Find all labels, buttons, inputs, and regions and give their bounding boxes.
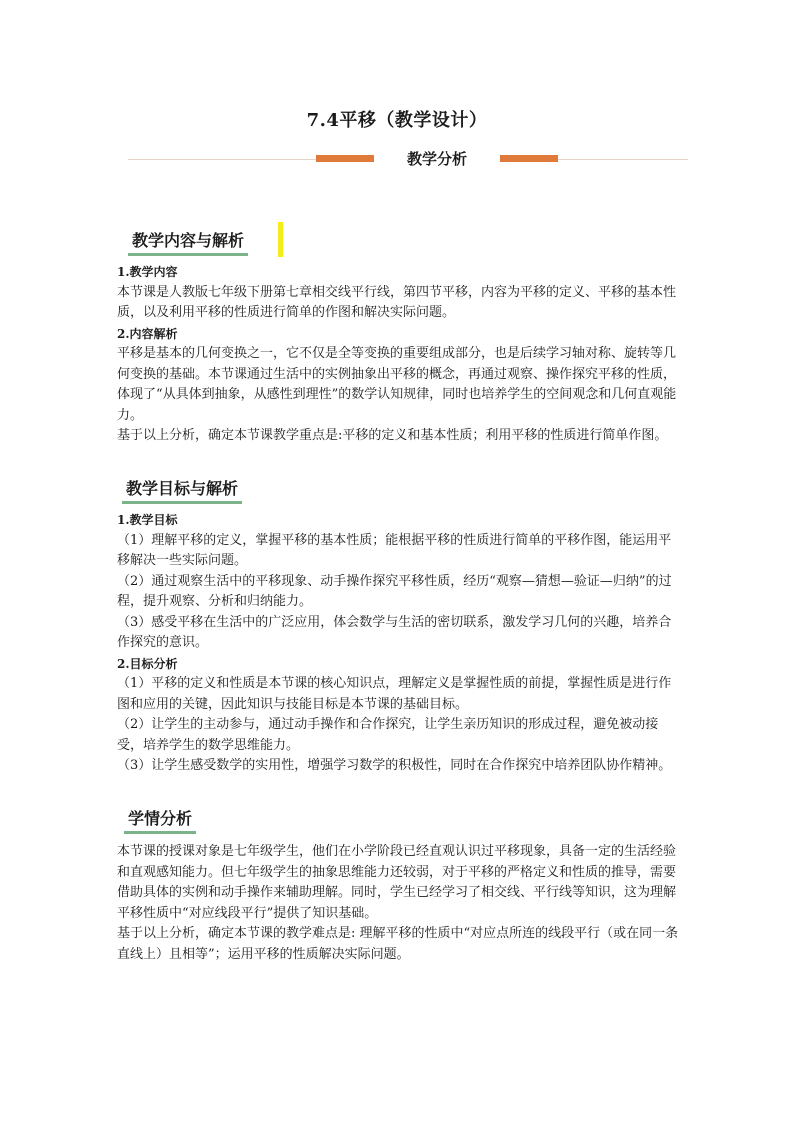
content-analysis-body (117, 262, 680, 447)
subheading: 2.内容解析 (117, 326, 178, 341)
section-heading-learners (124, 806, 196, 832)
heading-underline (128, 253, 248, 256)
subheading: 1.教学内容 (117, 265, 178, 279)
highlight-marker (278, 222, 283, 257)
goals-analysis-body (117, 510, 680, 777)
analysis-item: （1）平移的定义和性质是本节课的核心知识点，理解定义是掌握性质的前提，掌握性质是进行作图和应用的关键，因此知识与技能目标是本节课的基础目标。 (117, 676, 672, 712)
banner-bar-right (500, 155, 558, 162)
section-heading-goals (122, 476, 242, 502)
goal-item: （2）通过观察生活中的平移现象、动手操作探究平移性质，经历“观察—猜想—验证—归纳”的过程，提升观察、分析和归纳能力。 (117, 573, 672, 609)
section-heading-text: 教学内容与解析 (132, 231, 245, 250)
section-heading-content (128, 228, 248, 254)
section-heading-text: 教学目标与解析 (126, 479, 239, 498)
document-title: 7.4平移（教学设计） (306, 110, 488, 131)
heading-underline (122, 501, 242, 504)
paragraph: 基于以上分析，确定本节课教学重点是:平移的定义和基本性质；利用平移的性质进行简单作图。 (117, 428, 668, 443)
banner-bar-left (316, 155, 374, 162)
heading-underline (124, 831, 196, 834)
subheading: 1.教学目标 (117, 513, 178, 527)
analysis-item: （2）让学生的主动参与，通过动手操作和合作探究，让学生亲历知识的形成过程，避免被动接受，培养学生的数学思维能力。 (117, 717, 659, 753)
subheading: 2.目标分析 (117, 656, 178, 671)
section-banner (128, 148, 688, 170)
goal-item: （3）感受平移在生活中的广泛应用，体会数学与生活的密切联系，激发学习几何的兴趣，培养合作探究的意识。 (117, 614, 672, 650)
section-heading-text: 学情分析 (128, 809, 193, 828)
banner-label: 教学分析 (374, 148, 500, 170)
paragraph: 基于以上分析，确定本节课的教学难点是: 理解平移的性质中“对应点所连的线段平行（或在同一条直线上）且相等”；运用平移的性质解决实际问题。 (117, 926, 679, 962)
goal-item: （1）理解平移的定义，掌握平移的基本性质；能根据平移的性质进行简单的平移作图，能运用平移解决一些实际问题。 (117, 532, 672, 568)
paragraph: 平移是基本的几何变换之一，它不仅是全等变换的重要组成部分，也是后续学习轴对称、旋转等几何变换的基础。本节课通过生活中的实例抽象出平移的概念，再通过观察、操作探究平移的性质，体现了“从具体到抽象，从感性到理性”的数学认知规律，同时也培养学生的空间观念和几何直观能力。 (117, 346, 677, 423)
learner-analysis-body (117, 842, 680, 965)
paragraph: 本节课的授课对象是七年级学生，他们在小学阶段已经直观认识过平移现象，具备一定的生活经验和直观感知能力。但七年级学生的抽象思维能力还较弱，对于平移的严格定义和性质的推导，需要借助具体的实例和动手操作来辅助理解。同时，学生已经学习了相交线、平行线等知识，这为理解平移性质中“对应线段平行”提供了知识基础。 (117, 844, 677, 921)
paragraph: 本节课是人教版七年级下册第七章相交线平行线，第四节平移，内容为平移的定义、平移的基本性质，以及利用平移的性质进行简单的作图和解决实际问题。 (117, 284, 677, 320)
analysis-item: （3）让学生感受数学的实用性，增强学习数学的积极性，同时在合作探究中培养团队协作精神。 (117, 758, 672, 773)
